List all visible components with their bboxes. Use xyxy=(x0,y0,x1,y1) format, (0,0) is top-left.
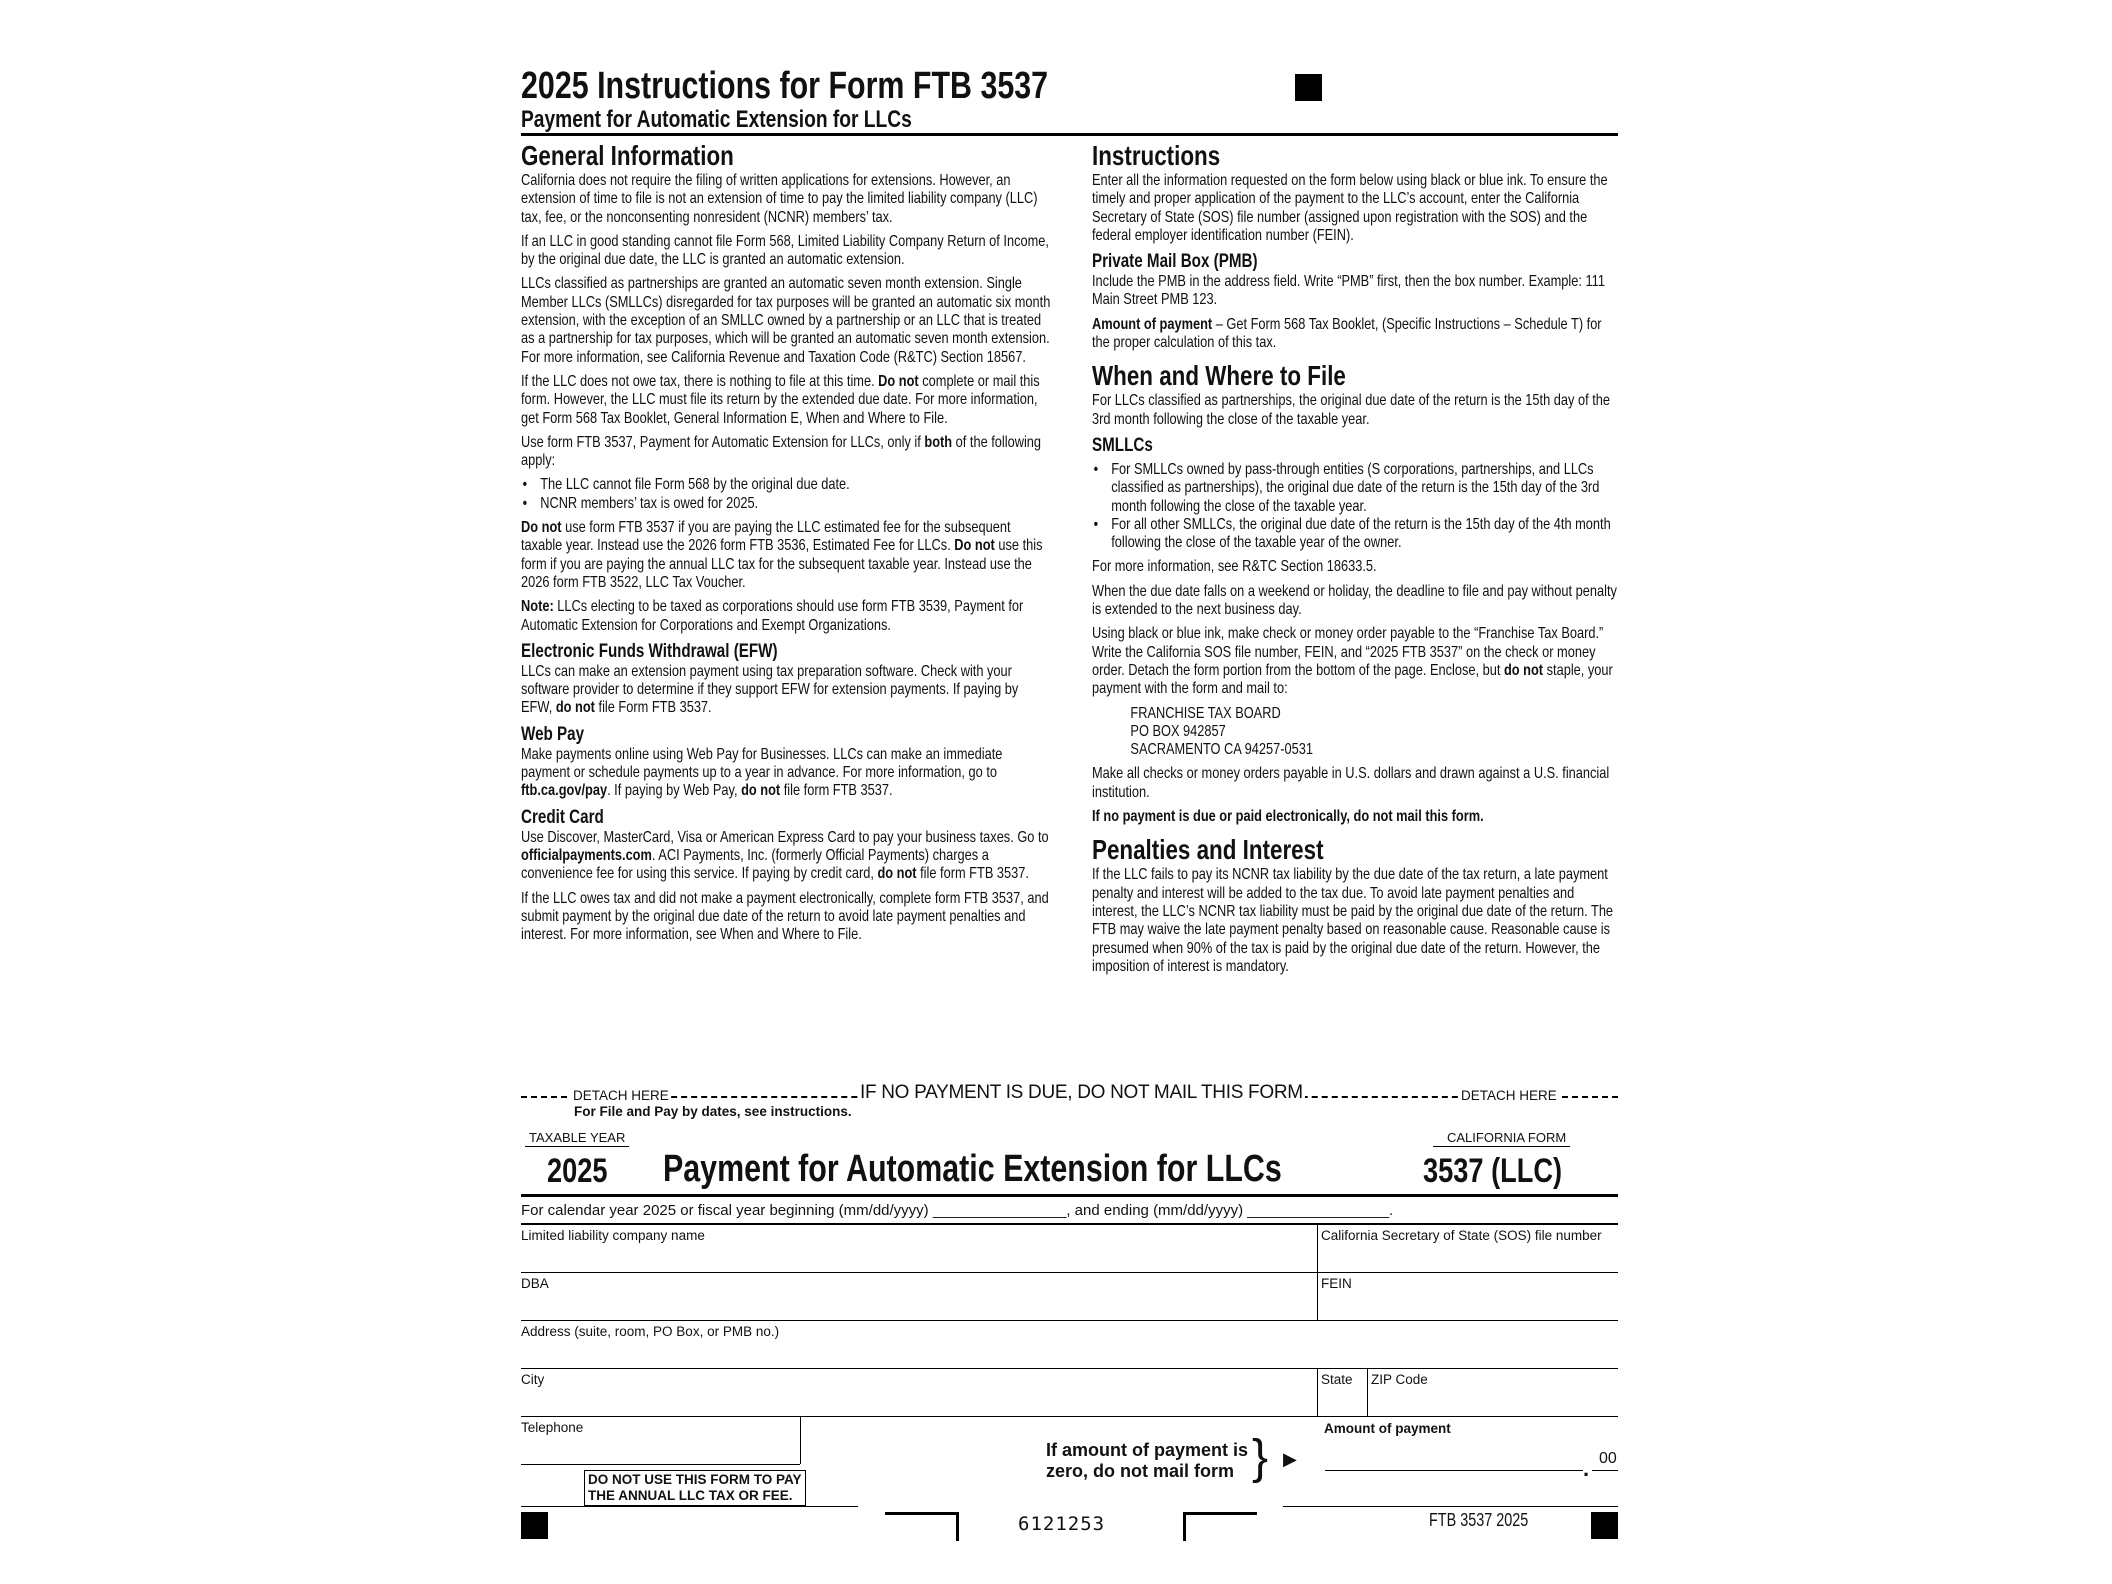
page-title: 2025 Instructions for Form FTB 3537 xyxy=(521,65,1049,107)
scan-corner-left xyxy=(885,1512,959,1541)
list-item: • For all other SMLLCs, the original due date of the return is the 15th day of the 4th month following the close of the taxable year of the owner. xyxy=(1111,516,1618,553)
amount-of-payment-text: Amount of payment – Get Form 568 Tax Booklet, (Specific Instructions – Schedule T) for the proper calculation of this tax. xyxy=(1092,315,1602,352)
form-title: Payment for Automatic Extension for LLCs xyxy=(663,1148,1282,1190)
do-not-use-notice: DO NOT USE THIS FORM TO PAY THE ANNUAL LLC TAX OR FEE. xyxy=(584,1470,806,1506)
sos-file-number-field[interactable]: California Secretary of State (SOS) file number xyxy=(1321,1228,1602,1243)
right-column xyxy=(1092,140,1618,982)
weekend-text: When the due date falls on a weekend or holiday, the deadline to file and pay without penalty is extended to the next business day. xyxy=(1092,582,1617,619)
list-item: • NCNR members’ tax is owed for 2025. xyxy=(540,495,1053,513)
when-where-text: For LLCs classified as partnerships, the original due date of the return is the 15th day of the 3rd month following the close of the taxable year. xyxy=(1092,392,1610,428)
form-year: 2025 xyxy=(547,1152,608,1190)
detach-here-right: DETACH HERE xyxy=(1461,1088,1557,1103)
usd-text: Make all checks or money orders payable in U.S. dollars and drawn against a U.S. financial institution. xyxy=(1092,765,1610,801)
penalties-heading: Penalties and Interest xyxy=(1092,834,1324,866)
scan-corner-right xyxy=(1183,1512,1257,1541)
form-number: 3537 (LLC) xyxy=(1423,1152,1563,1190)
fein-field[interactable]: FEIN xyxy=(1321,1276,1352,1291)
general-information-heading: General Information xyxy=(521,140,734,171)
address-field[interactable]: Address (suite, room, PO Box, or PMB no.) xyxy=(521,1324,780,1339)
file-pay-note: For File and Pay by dates, see instructions. xyxy=(574,1104,852,1119)
more-info-text: For more information, see R&TC Section 18633.5. xyxy=(1092,558,1377,576)
decimal-point: . xyxy=(1583,1456,1590,1481)
form-footer-id: FTB 3537 2025 xyxy=(1429,1510,1529,1530)
when-where-heading: When and Where to File xyxy=(1092,360,1346,392)
brace-symbol: } xyxy=(1252,1431,1269,1484)
penalties-text: If the LLC fails to pay its NCNR tax liability by the due date of the tax return, a late payment penalty and interest will be added to the tax due. To avoid late payment penalties and interest, the LLC’s NCNR tax liability must be paid by the original due date of the return. The FTB may waive the late payment penalty based on reasonable cause. Reasonable cause is presumed when 90% of the tax is paid by the original due date of the return. However, the imposition of interest is mandatory. xyxy=(1092,866,1614,975)
city-field[interactable]: City xyxy=(521,1372,545,1387)
zero-payment-message: If amount of payment is zero, do not mail form xyxy=(1046,1440,1249,1481)
amount-of-payment-field[interactable] xyxy=(1325,1470,1583,1471)
arrow-icon: ▶ xyxy=(1283,1449,1297,1469)
state-field[interactable]: State xyxy=(1321,1372,1353,1387)
general-p5: Use form FTB 3537, Payment for Automatic Extension for LLCs, only if both of the following apply: xyxy=(521,433,1042,470)
llc-name-field[interactable]: Limited liability company name xyxy=(521,1228,705,1243)
efw-heading: Electronic Funds Withdrawal (EFW) xyxy=(521,640,778,662)
form-title-rule xyxy=(521,1194,1618,1197)
left-column xyxy=(521,140,1053,950)
general-p2: If an LLC in good standing cannot file Form 568, Limited Liability Company Return of Income, by the original due date, the LLC is granted an automatic extension. xyxy=(521,232,1049,269)
no-payment-text: If no payment is due or paid electronically, do not mail this form. xyxy=(1092,808,1484,826)
list-item: • For SMLLCs owned by pass-through entities (S corporations, partnerships, and LLCs classified as partnerships), the original due date of the return is the 15th day of the 3rd month following the close of the taxable year. xyxy=(1111,461,1618,516)
telephone-field[interactable]: Telephone xyxy=(521,1420,584,1435)
california-form-label: CALIFORNIA FORM xyxy=(1433,1130,1570,1147)
credit-card-text: Use Discover, MasterCard, Visa or American Express Card to pay your business taxes. Go to officialpayments.com. ACI Payments, Inc. (formerly Official Payments) charges a convenience fee for using this service. If paying by credit card, do not file form FTB 3537. xyxy=(521,828,1049,883)
general-note: Note: LLCs electing to be taxed as corporations should use form FTB 3539, Payment for Automatic Extension for Corporations and Exempt Organizations. xyxy=(521,598,1024,634)
pmb-text: Include the PMB in the address field. Write “PMB” first, then the box number. Example: 111 Main Street PMB 123. xyxy=(1092,273,1605,309)
amount-of-payment-label: Amount of payment xyxy=(1324,1421,1451,1436)
credit-card-heading: Credit Card xyxy=(521,806,604,828)
tax-period-line: For calendar year 2025 or fiscal year beginning (mm/dd/yyyy) ________________, and ending (mm/dd/yyyy) _________________. xyxy=(521,1202,1394,1219)
general-p4: If the LLC does not owe tax, there is nothing to file at this time. Do not complete or mail this form. However, the LLC must file its return by the extended due date. For more information, get Form 568 Tax Booklet, General Information E, When and Where to File. xyxy=(521,372,1040,427)
general-p6: Do not use form FTB 3537 if you are paying the LLC estimated fee for the subsequent taxable year. Instead use the 2026 form FTB 3536, Estimated Fee for LLCs. Do not use this form if you are paying the annual LLC tax for the subsequent taxable year. Instead use the 2026 form FTB 3522, LLC Tax Voucher. xyxy=(521,519,1043,591)
pmb-heading: Private Mail Box (PMB) xyxy=(1092,251,1258,273)
scan-code: 6121253 xyxy=(1018,1513,1106,1535)
registration-mark xyxy=(1591,1512,1618,1539)
registration-mark xyxy=(1295,74,1322,101)
dba-field[interactable]: DBA xyxy=(521,1276,549,1291)
instructions-heading: Instructions xyxy=(1092,140,1221,171)
webpay-text: Make payments online using Web Pay for Businesses. LLCs can make an immediate payment or schedule payments up to a year in advance. For more information, go to ftb.ca.gov/pay. If paying by Web Pay, do not file form FTB 3537. xyxy=(521,745,1003,800)
detach-here-left: DETACH HERE xyxy=(573,1088,669,1103)
page-subtitle: Payment for Automatic Extension for LLCs xyxy=(521,106,912,133)
apply-list xyxy=(521,476,1053,513)
registration-mark xyxy=(521,1512,548,1539)
general-p3: LLCs classified as partnerships are granted an automatic seven month extension. Single Member LLCs (SMLLCs) disregarded for tax purposes will be granted an automatic six month extension, with the exception of an SMLLC owned by a partnership or an LLC that is treated as a partnership for tax purposes, which will be granted an automatic seven month extension. For more information, see California Revenue and Taxation Code (R&TC) Section 18567. xyxy=(521,275,1051,366)
general-p1: California does not require the filing of written applications for extensions. However, an extension of time to file is not an extension of time to pay the limited liability company (LLC) tax, fee, or the nonconsenting nonresident (NCNR) members’ tax. xyxy=(521,172,1038,226)
no-payment-notice: IF NO PAYMENT IS DUE, DO NOT MAIL THIS FORM xyxy=(860,1082,1303,1103)
webpay-heading: Web Pay xyxy=(521,723,585,745)
instructions-text: Enter all the information requested on the form below using black or blue ink. To ensure the timely and proper application of the payment to the LLC’s account, enter the California Secretary of State (SOS) file number (assigned upon registration with the SOS) and the federal employer identification number (FEIN). xyxy=(1092,172,1608,244)
cents-value: 00 xyxy=(1599,1450,1617,1467)
list-item: • The LLC cannot file Form 568 by the original due date. xyxy=(540,476,1053,494)
smllcs-heading: SMLLCs xyxy=(1092,434,1153,456)
header-rule xyxy=(521,133,1618,136)
zip-code-field[interactable]: ZIP Code xyxy=(1371,1372,1428,1387)
instructions-page xyxy=(521,64,1618,1564)
efw-text: LLCs can make an extension payment using tax preparation software. Check with your software provider to determine if they support EFW for extension payments. If paying by EFW, do not file Form FTB 3537. xyxy=(521,662,1019,717)
ink-text: Using black or blue ink, make check or money order payable to the “Franchise Tax Board.” Write the California SOS file number, FEIN, and “2025 FTB 3537” on the check or money order. Detach the form portion from the bottom of the page. Enclose, but do not staple, your payment with the form and mail to: xyxy=(1092,625,1613,698)
smllc-list xyxy=(1092,461,1618,552)
mailing-address: FRANCHISE TAX BOARD PO BOX 942857 SACRAMENTO CA 94257-0531 xyxy=(1130,704,1314,759)
taxable-year-label: TAXABLE YEAR xyxy=(525,1130,629,1147)
owes-tax-text: If the LLC owes tax and did not make a payment electronically, complete form FTB 3537, and submit payment by the original due date of the return to avoid late payment penalties and interest. For more information, see When and Where to File. xyxy=(521,889,1049,944)
